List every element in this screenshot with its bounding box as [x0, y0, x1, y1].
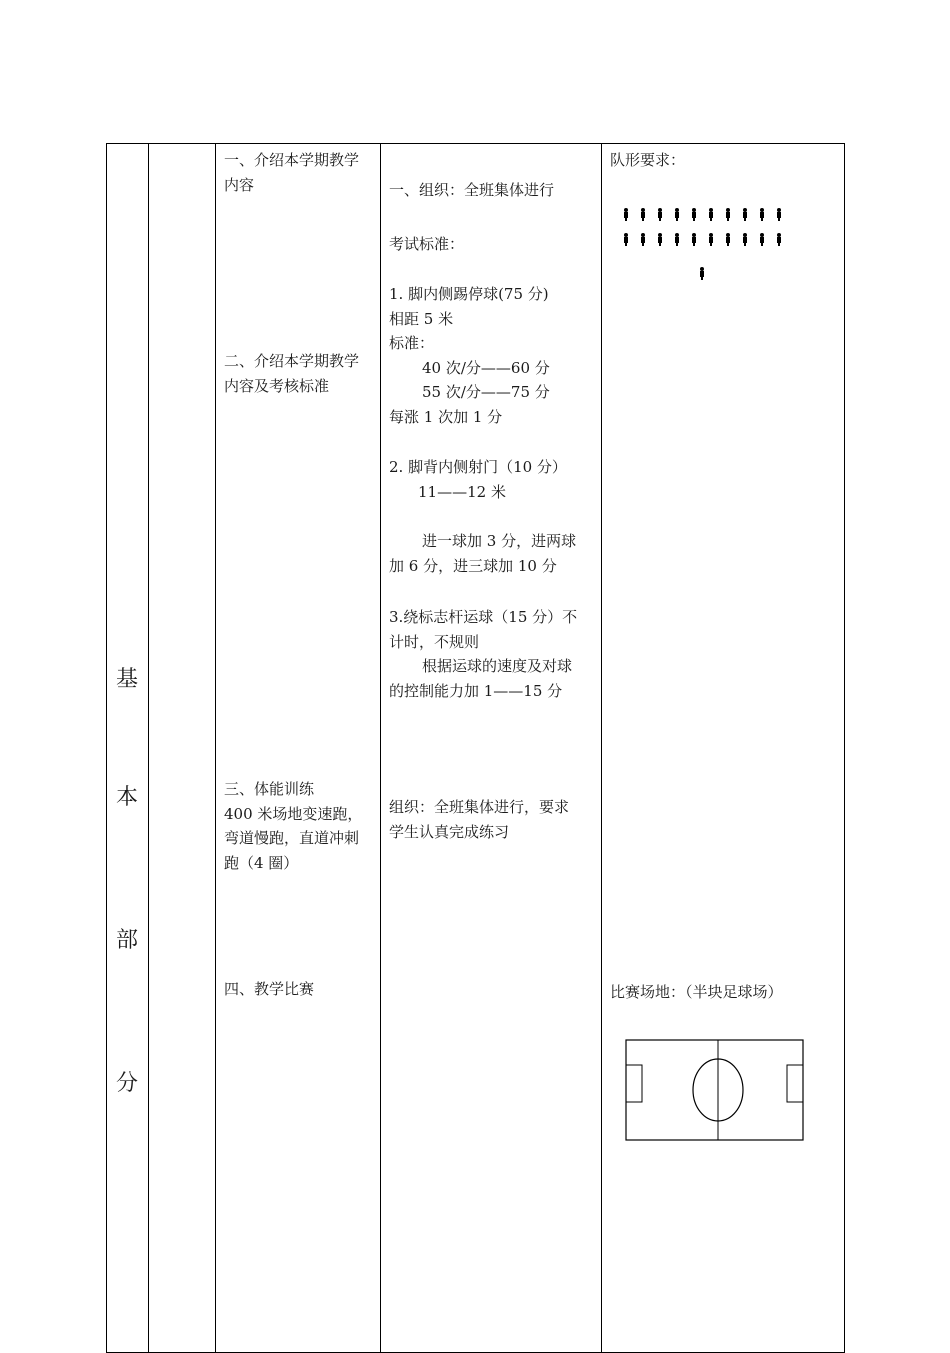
right-goal-area	[787, 1065, 803, 1102]
student-figure	[624, 233, 628, 246]
student-figure	[658, 208, 662, 221]
student-figure	[675, 208, 679, 221]
formation-title: 队形要求：	[610, 151, 686, 169]
exam-item-1: 1. 脚内侧踢停球(75 分) 相距 5 米 标准： 40 次/分——60 分 55 次/分——75 分 每涨 1 次加 1 分	[389, 285, 550, 426]
section-label-char: 部	[115, 928, 138, 953]
column-divider	[380, 143, 381, 1353]
content-item-3: 三、体能训练 400 米场地变速跑， 弯道慢跑，直道冲刺 跑（4 圈）	[224, 780, 363, 872]
content-item-2: 二、介绍本学期教学 内容及考核标准	[224, 352, 360, 395]
column-divider	[601, 143, 602, 1353]
student-figure	[777, 208, 781, 221]
student-figure	[726, 208, 730, 221]
organization-note-2: 组织：全班集体进行，要求 学生认真完成练习	[389, 798, 570, 841]
student-figure	[777, 233, 781, 246]
student-figure	[760, 233, 764, 246]
section-label-char: 基	[115, 667, 138, 692]
content-item-1: 一、介绍本学期教学 内容	[224, 151, 360, 194]
match-field-label: 比赛场地：（半块足球场）	[610, 983, 783, 1001]
student-figure	[700, 267, 704, 280]
section-label-char: 分	[115, 1071, 138, 1096]
student-figure	[641, 233, 645, 246]
student-figure	[692, 208, 696, 221]
column-divider	[215, 143, 216, 1353]
student-figure	[692, 233, 696, 246]
exam-item-3: 3.绕标志杆运球（15 分）不 计时，不规则 根据运球的速度及对球 的控制能力加 1——15 分	[389, 608, 578, 700]
soccer-field-diagram	[624, 1038, 806, 1142]
section-label-char: 本	[115, 785, 138, 810]
exam-item-2: 2. 脚背内侧射门（10 分） 11——12 米 进一球加 3 分，进两球 加 6 分，进三球加 10 分	[389, 458, 577, 575]
organization-note: 一、组织：全班集体进行	[389, 181, 555, 199]
student-figure	[624, 208, 628, 221]
content-item-4: 四、教学比赛	[224, 980, 315, 998]
student-figure	[743, 233, 747, 246]
exam-standard-title: 考试标准：	[389, 235, 465, 253]
student-figure	[709, 208, 713, 221]
student-figure	[726, 233, 730, 246]
student-figure	[743, 208, 747, 221]
student-figure	[709, 233, 713, 246]
student-figure	[641, 208, 645, 221]
column-divider	[148, 143, 149, 1353]
student-figure	[760, 208, 764, 221]
left-goal-area	[626, 1065, 642, 1102]
field-boundary	[626, 1040, 803, 1140]
student-figure	[675, 233, 679, 246]
student-figure	[658, 233, 662, 246]
